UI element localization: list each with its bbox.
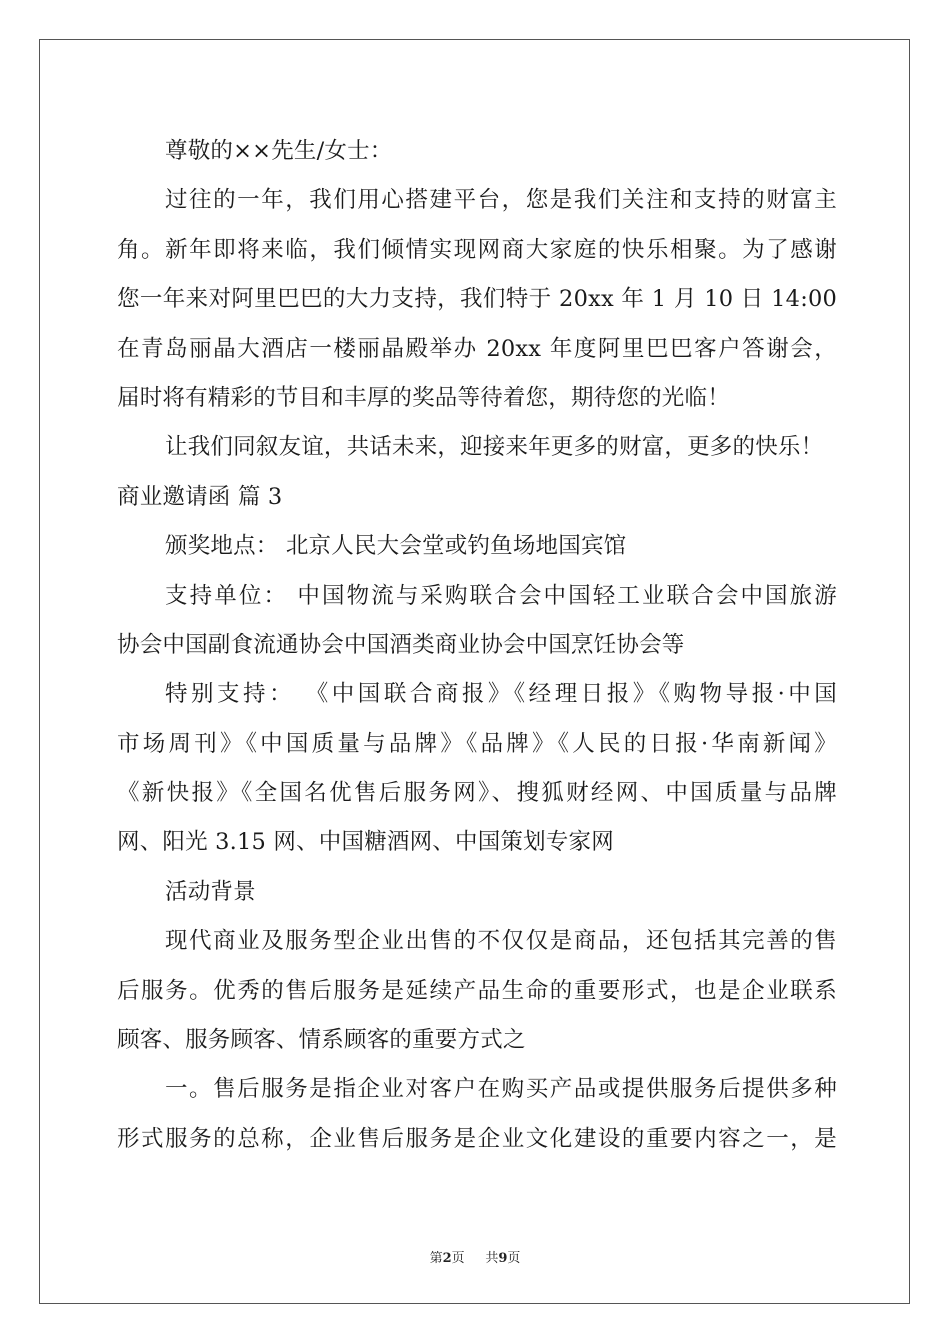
paragraph-line: 在青岛丽晶大酒店一楼丽晶殿举办 20xx 年度阿里巴巴客户答谢会， (117, 335, 837, 362)
paragraph-line: 过往的一年，我们用心搭建平台，您是我们关注和支持的财富主 (165, 187, 837, 214)
paragraph-line: 届时将有精彩的节目和丰厚的奖品等待着您，期待您的光临！ (117, 384, 730, 411)
paragraph-line: 您一年来对阿里巴巴的大力支持，我们特于 20xx 年 1 月 10 日 14:00 (117, 286, 837, 313)
paragraph-line: 顾客、服务顾客、情系顾客的重要方式之 (117, 1027, 526, 1054)
total-pages: 9 (498, 1251, 508, 1266)
paragraph-line: 一。售后服务是指企业对客户在购买产品或提供服务后提供多种 (165, 1076, 837, 1103)
supporting-units: 支持单位： 中国物流与采购联合会中国轻工业联合会中国旅游 (165, 582, 837, 609)
page-number: 2 (442, 1251, 452, 1266)
paragraph-line: 形式服务的总称，企业售后服务是企业文化建设的重要内容之一，是 (117, 1125, 837, 1152)
section-heading: 商业邀请函 篇 3 (117, 483, 283, 510)
document-body (117, 127, 837, 1164)
paragraph-line: 协会中国副食流通协会中国酒类商业协会中国烹饪协会等 (117, 631, 685, 658)
paragraph-line: 角。新年即将来临，我们倾情实现网商大家庭的快乐相聚。为了感谢 (117, 236, 837, 263)
paragraph-line: 市场周刊》《中国质量与品牌》《品牌》《人民的日报·华南新闻》 (117, 730, 837, 757)
page-label-prefix: 第 (429, 1251, 443, 1266)
total-label-suffix: 页 (507, 1251, 521, 1266)
paragraph-line: 《新快报》《全国名优售后服务网》、搜狐财经网、中国质量与品牌 (117, 780, 837, 807)
page-footer (0, 1247, 950, 1266)
paragraph-line: 网、阳光 3.15 网、中国糖酒网、中国策划专家网 (117, 829, 614, 856)
paragraph-line: 现代商业及服务型企业出售的不仅仅是商品，还包括其完善的售 (165, 928, 837, 955)
award-location: 颁奖地点： 北京人民大会堂或钓鱼场地国宾馆 (165, 533, 627, 560)
page-label-suffix: 页 (451, 1251, 465, 1266)
section-heading: 活动背景 (165, 878, 256, 905)
paragraph-line: 后服务。优秀的售后服务是延续产品生命的重要形式，也是企业联系 (117, 977, 837, 1004)
paragraph-line: 让我们同叙友谊，共话未来，迎接来年更多的财富，更多的快乐！ (165, 434, 824, 461)
total-label-prefix: 共 (485, 1251, 499, 1266)
salutation: 尊敬的××先生/女士： (165, 138, 393, 164)
special-support: 特别支持： 《中国联合商报》《经理日报》《购物导报·中国 (165, 681, 837, 708)
